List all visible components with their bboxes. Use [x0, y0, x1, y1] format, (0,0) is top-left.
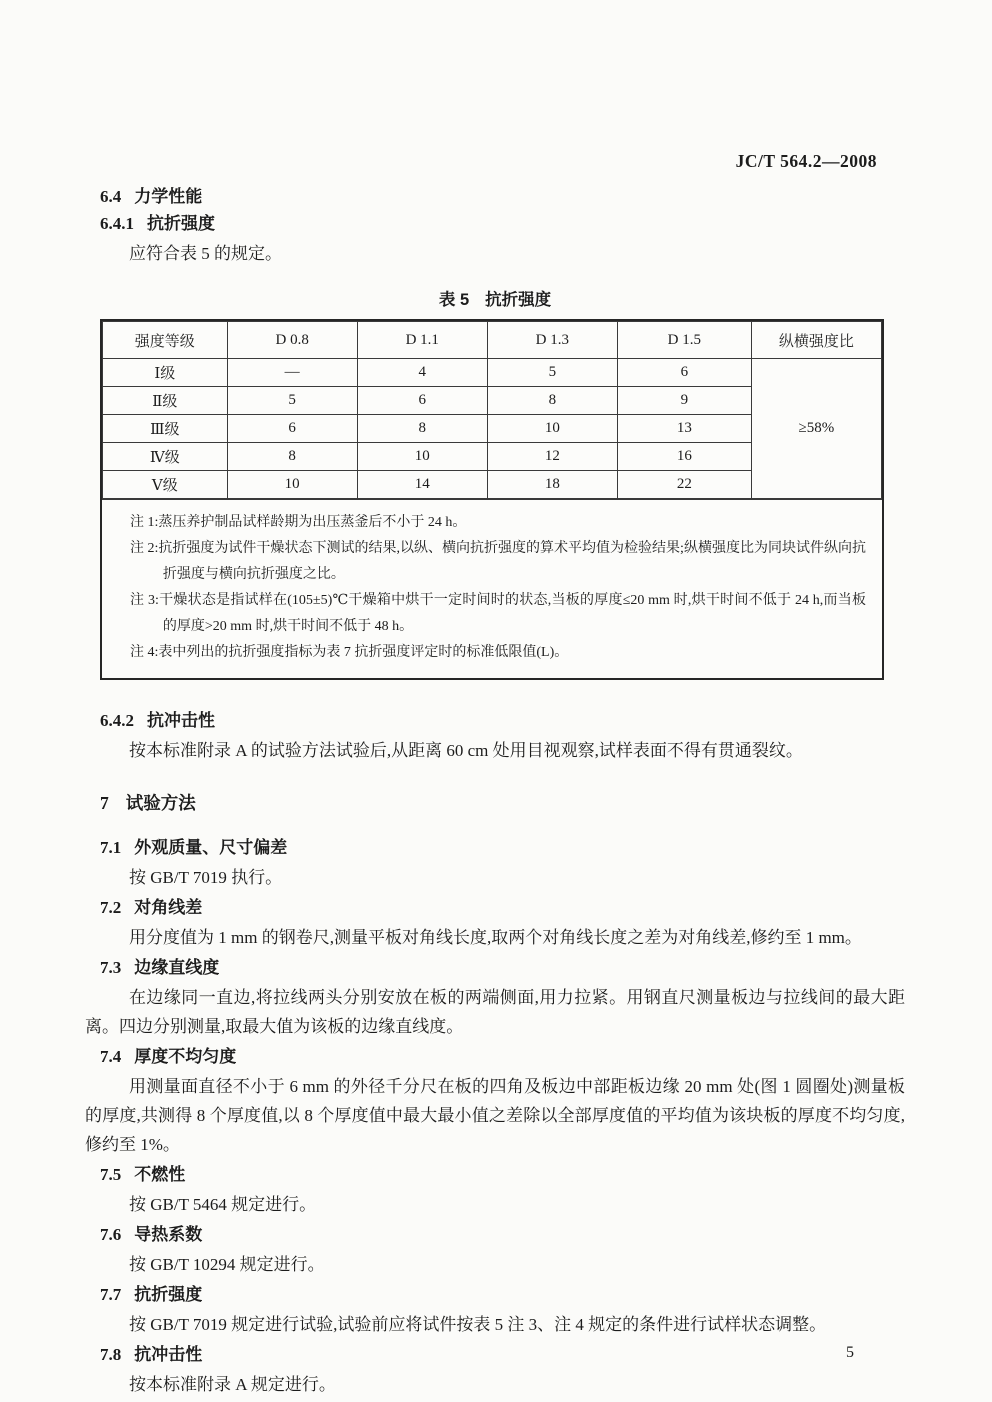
column-header: D 1.5 [617, 322, 751, 359]
section-body-7-8: 按本标准附录 A 规定进行。 [129, 1375, 336, 1394]
value-cell: 18 [487, 471, 617, 499]
value-cell: 9 [617, 387, 751, 415]
chapter-heading-7 [100, 791, 905, 815]
section-number: 7.8 [100, 1345, 122, 1364]
table-note-2: 注 2:抗折强度为试件干燥状态下测试的结果,以纵、横向抗折强度的算术平均值为检验结果;纵横强度比为同块试件纵向抗折强度与横向抗折强度之比。 [130, 541, 866, 582]
section-title: 对角线差 [134, 898, 203, 917]
section-body-7-3: 在边缘同一直边,将拉线两头分别安放在板的两端侧面,用力拉紧。用钢直尺测量板边与拉线间的最大距离。四边分别测量,取最大值为该板的边缘直线度。 [85, 988, 905, 1036]
page-number: 5 [846, 1344, 854, 1361]
table-note-4: 注 4:表中列出的抗折强度指标为表 7 抗折强度评定时的标准低限值(L)。 [130, 645, 569, 660]
table-caption-label: 表 5 [438, 291, 470, 309]
grade-cell: Ⅲ级 [103, 415, 228, 443]
value-cell: 13 [617, 415, 751, 443]
chapter-number: 7 [100, 793, 109, 813]
section-body-7-6: 按 GB/T 10294 规定进行。 [129, 1255, 325, 1274]
table-note-3: 注 3:干燥状态是指试样在(105±5)℃干燥箱中烘干一定时间时的状态,当板的厚度≤20 mm 时,烘干时间不低于 24 h,而当板的厚度>20 mm 时,烘干时间不低于 48 h。 [130, 593, 866, 634]
section-title: 力学性能 [134, 187, 203, 206]
table5-box [100, 319, 884, 680]
section-title: 抗折强度 [147, 214, 215, 233]
section-heading-7-1 [100, 837, 905, 859]
grade-cell: Ⅱ级 [103, 387, 228, 415]
value-cell: 8 [357, 415, 487, 443]
section-heading-7-3 [100, 957, 905, 979]
value-cell: 14 [357, 471, 487, 499]
section-number: 6.4 [100, 187, 122, 206]
table-note-1: 注 1:蒸压养护制品试样龄期为出压蒸釜后不小于 24 h。 [130, 515, 467, 530]
section-number: 7.4 [100, 1047, 122, 1066]
section-body-7-7: 按 GB/T 7019 规定进行试验,试验前应将试件按表 5 注 3、注 4 规定的条件进行试样状态调整。 [129, 1315, 827, 1334]
ratio-merged-cell: ≥58% [751, 359, 881, 499]
section-number: 6.4.1 [100, 214, 134, 233]
section-body-7-4: 用测量面直径不小于 6 mm 的外径千分尺在板的四角及板边中部距板边缘 20 mm 处(图 1 圆圈处)测量板的厚度,共测得 8 个厚度值,以 8 个厚度值中最大最小值之差除以全部厚度值的平均值为该块板的厚度不均匀度,修约至 1%。 [85, 1077, 905, 1154]
section-title: 不燃性 [134, 1165, 186, 1184]
section-title: 厚度不均匀度 [134, 1047, 237, 1066]
column-header: D 0.8 [227, 322, 357, 359]
section-heading-7-7 [100, 1284, 905, 1306]
grade-cell: Ⅰ级 [103, 359, 228, 387]
section-body-7-5: 按 GB/T 5464 规定进行。 [129, 1195, 317, 1214]
section-title: 抗折强度 [134, 1285, 203, 1304]
value-cell: 8 [487, 387, 617, 415]
section-number: 6.4.2 [100, 711, 134, 730]
section-heading-7-2 [100, 897, 905, 919]
value-cell: — [227, 359, 357, 387]
table-caption-title: 抗折强度 [485, 291, 552, 309]
value-cell: 6 [227, 415, 357, 443]
column-header: D 1.3 [487, 322, 617, 359]
grade-cell: Ⅳ级 [103, 443, 228, 471]
table5-notes [102, 499, 882, 678]
section-title: 外观质量、尺寸偏差 [134, 838, 288, 857]
section-number: 7.6 [100, 1225, 122, 1244]
value-cell: 4 [357, 359, 487, 387]
column-header: 纵横强度比 [751, 322, 881, 359]
section-heading-7-4 [100, 1046, 905, 1068]
section-title: 边缘直线度 [134, 958, 220, 977]
section-heading-7-8 [100, 1344, 905, 1366]
section-body-6-4-2: 按本标准附录 A 的试验方法试验后,从距离 60 cm 处用目视观察,试样表面不得有贯通裂纹。 [129, 741, 803, 760]
value-cell: 10 [227, 471, 357, 499]
value-cell: 6 [617, 359, 751, 387]
value-cell: 6 [357, 387, 487, 415]
section-heading-7-5 [100, 1164, 905, 1186]
section-body-7-2: 用分度值为 1 mm 的钢卷尺,测量平板对角线长度,取两个对角线长度之差为对角线差,修约至 1 mm。 [129, 928, 862, 947]
table5 [102, 321, 882, 499]
section-title: 导热系数 [134, 1225, 203, 1244]
section-title: 抗冲击性 [134, 1345, 203, 1364]
doc-header [85, 150, 905, 172]
section-heading-6-4 [100, 186, 905, 208]
value-cell: 10 [357, 443, 487, 471]
table5-caption [85, 290, 905, 310]
section-number: 7.3 [100, 958, 122, 977]
section-body-6-4-1: 应符合表 5 的规定。 [129, 244, 282, 263]
section-body-7-1: 按 GB/T 7019 执行。 [129, 868, 283, 887]
column-header: 强度等级 [103, 322, 228, 359]
section-heading-6-4-1 [100, 213, 905, 235]
section-number: 7.2 [100, 898, 122, 917]
value-cell: 12 [487, 443, 617, 471]
value-cell: 22 [617, 471, 751, 499]
column-header: D 1.1 [357, 322, 487, 359]
table-header-row [103, 322, 882, 359]
table-row [103, 359, 882, 387]
standard-number: JC/T 564.2—2008 [735, 151, 877, 171]
section-number: 7.5 [100, 1165, 122, 1184]
section-heading-7-6 [100, 1224, 905, 1246]
section-title: 抗冲击性 [147, 711, 215, 730]
grade-cell: Ⅴ级 [103, 471, 228, 499]
value-cell: 8 [227, 443, 357, 471]
section-number: 7.1 [100, 838, 122, 857]
value-cell: 10 [487, 415, 617, 443]
value-cell: 16 [617, 443, 751, 471]
value-cell: 5 [487, 359, 617, 387]
section-heading-6-4-2 [100, 710, 905, 732]
section-number: 7.7 [100, 1285, 122, 1304]
chapter-title: 试验方法 [125, 793, 196, 813]
value-cell: 5 [227, 387, 357, 415]
